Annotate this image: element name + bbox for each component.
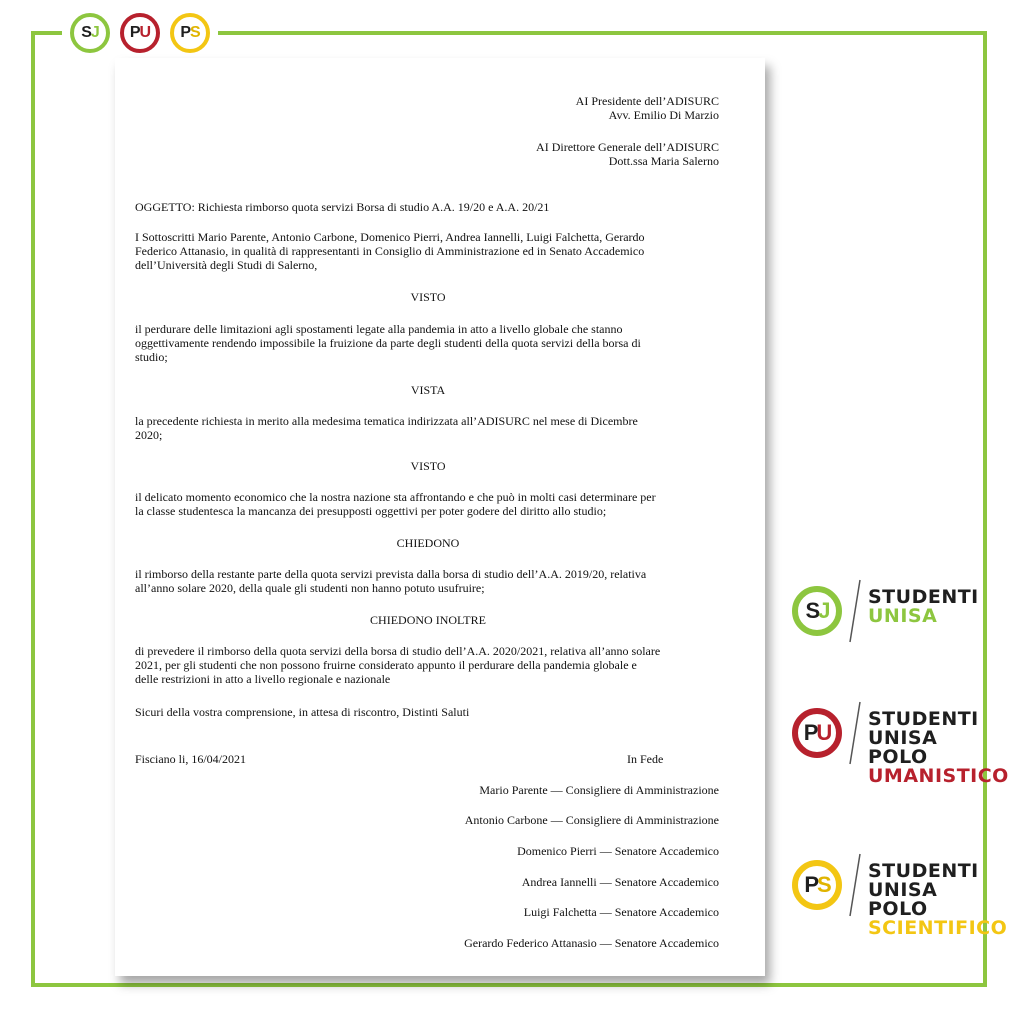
brand-line: UNISA [868,879,938,901]
heading-chiedono: CHIEDONO [396,536,460,550]
polo-scientifico-logo [792,852,1007,938]
brand-line: STUDENTI [868,708,979,730]
addressee-president [576,94,719,122]
text-line: studio; [135,350,168,364]
brand-letter: S [805,598,819,623]
subject-line: OGGETTO: Richiesta rimborso quota servizi Borsa di studio A.A. 19/20 e A.A. 20/21 [135,200,550,214]
sj-circle-icon [792,586,842,636]
brand-letter: J [818,598,829,623]
text-line: dell’Università degli Studi di Salerno, [135,258,318,272]
text-line: il rimborso della restante parte della quota servizi prevista dalla borsa di studio dell’A.A. 2019/20, relativa [135,567,647,581]
brand-text [868,710,1009,786]
ps-circle-icon [792,860,842,910]
signature-line: Andrea Iannelli — Senatore Accademico [521,875,719,889]
text-line: il delicato momento economico che la nostra nazione sta affrontando e che può in molti casi determinare per [135,490,656,504]
brand-letter: S [817,872,830,897]
signature-line: Antonio Carbone — Consigliere di Amministrazione [464,813,719,827]
badge-letter: J [90,24,99,41]
heading-visto: VISTO [410,290,446,304]
text-line: delle restrizioni in atto a livello regionale e nazionale [135,672,391,686]
brand-line: UNISA [868,605,938,627]
brand-letter: P [804,872,817,897]
brand-text [868,588,979,626]
letter-document [115,58,765,976]
ps-logo-badge [170,13,210,53]
text-line: di prevedere il rimborso della quota servizi della borsa di studio dell’A.A. 2020/2021, relativa all’anno solare [135,644,661,658]
addressee-director [536,140,719,168]
address-line: Dott.ssa Maria Salerno [608,154,719,168]
slash-divider-icon [848,700,862,766]
text-line: Federico Attanasio, in qualità di rappresentanti in Consiglio di Amministrazione ed in Senato Accademico [135,244,645,258]
top-logo-strip [62,10,218,56]
badge-letter: P [129,24,140,41]
heading-chiedono-inoltre: CHIEDONO INOLTRE [370,613,486,627]
address-line: Avv. Emilio Di Marzio [608,108,719,122]
text-line: oggettivamente rendendo impossibile la fruizione da parte degli studenti della quota servizi della borsa di [135,336,641,350]
paragraph-visto-1 [135,322,725,364]
text-line: la precedente richiesta in merito alla medesima tematica indirizzata all’ADISURC nel mese di Dicembre [135,414,638,428]
brand-letter: U [816,720,831,745]
text-line: 2021, per gli studenti che non possono fruirne considerato appunto il perdurare della pandemia globale e [135,658,637,672]
text-line: all’anno solare 2020, della quale gli studenti non hanno potuto usufruire; [135,581,485,595]
brand-line: UMANISTICO [868,765,1009,787]
signature-line: Gerardo Federico Attanasio — Senatore Accademico [464,936,719,950]
brand-letter: P [803,720,817,745]
slash-divider-icon [848,852,862,918]
closing-line: Sicuri della vostra comprensione, in attesa di riscontro, Distinti Saluti [135,705,470,719]
brand-line: SCIENTIFICO [868,917,1008,939]
paragraph-chiedono [135,567,725,595]
badge-letter: U [139,24,151,41]
studenti-unisa-logo [792,578,979,644]
in-fede: In Fede [627,752,664,766]
brand-line: STUDENTI [868,586,979,608]
sj-logo-badge [70,13,110,53]
badge-letter: S [190,24,200,41]
signature-line: Luigi Falchetta — Senatore Accademico [523,905,719,919]
address-line: AI Presidente dell’ADISURC [575,94,719,108]
badge-letter: S [81,24,91,41]
pu-logo-badge [120,13,160,53]
signature-line: Domenico Pierri — Senatore Accademico [517,844,719,858]
heading-vista: VISTA [410,383,446,397]
brand-line: POLO [868,746,928,768]
intro-paragraph [135,230,725,272]
pu-circle-icon [792,708,842,758]
paragraph-chiedono-inoltre [135,644,725,686]
address-line: AI Direttore Generale dell’ADISURC [536,140,719,154]
brand-text [868,862,1007,938]
text-line: I Sottoscritti Mario Parente, Antonio Carbone, Domenico Pierri, Andrea Iannelli, Luigi Falchetta, Gerardo [135,230,645,244]
text-line: 2020; [135,428,163,442]
text-line: il perdurare delle limitazioni agli spostamenti legate alla pandemia in atto a livello globale che stanno [135,322,623,336]
signature-line: Mario Parente — Consigliere di Amministrazione [479,783,719,797]
polo-umanistico-logo [792,700,1009,786]
paragraph-vista [135,414,725,442]
paragraph-visto-2 [135,490,725,518]
brand-line: UNISA [868,727,938,749]
heading-visto-2: VISTO [410,459,446,473]
slash-divider-icon [848,578,862,644]
text-line: la classe studentesca la mancanza dei presupposti oggettivi per poter godere del diritto allo studio; [135,504,607,518]
brand-line: POLO [868,898,928,920]
badge-letter: P [180,24,190,41]
place-date: Fisciano li, 16/04/2021 [135,752,246,766]
brand-line: STUDENTI [868,860,979,882]
